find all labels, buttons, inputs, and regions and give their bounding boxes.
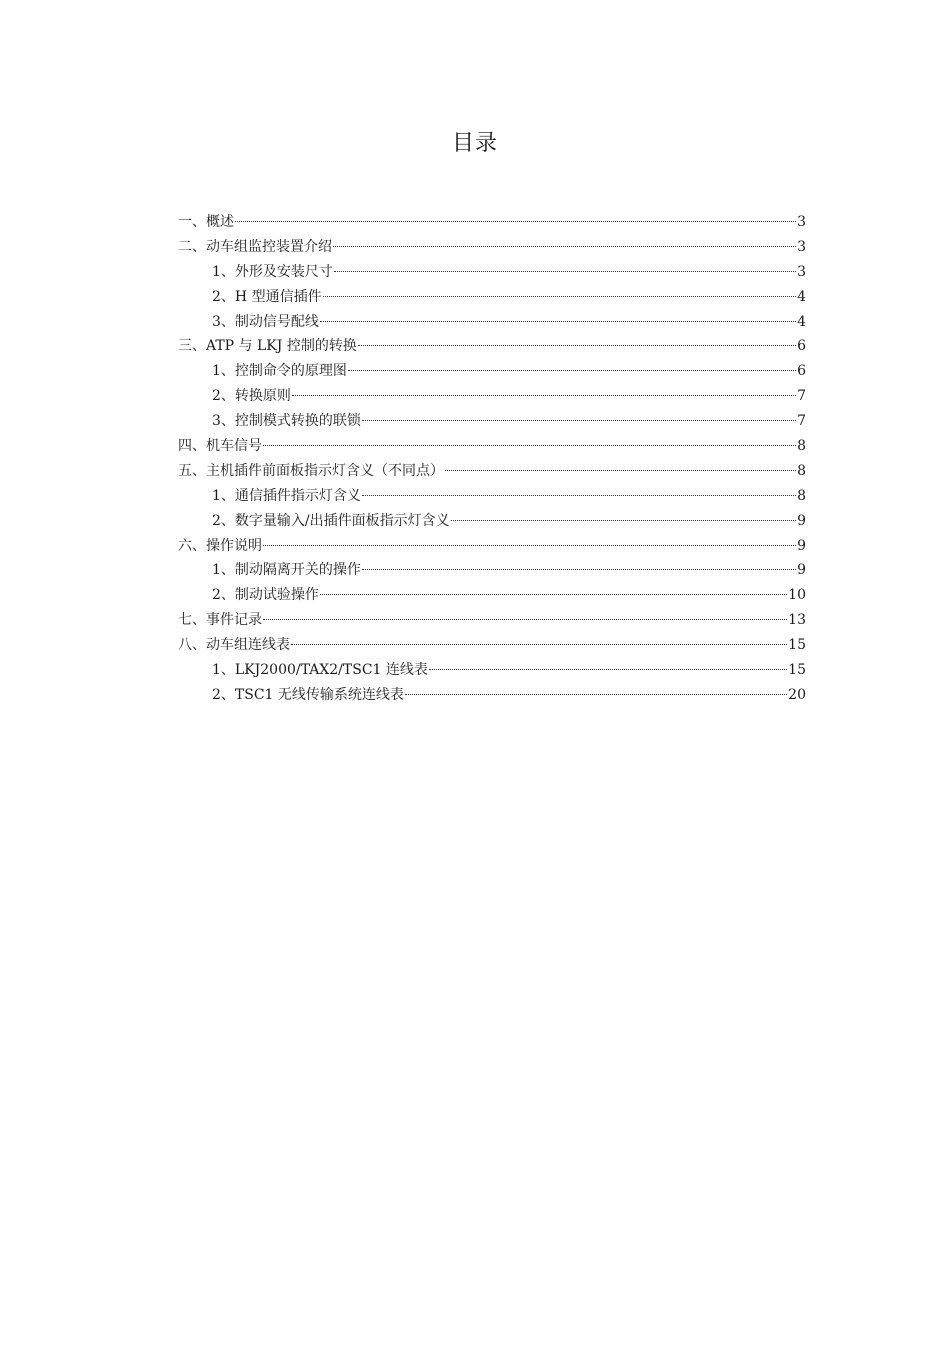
toc-entry[interactable] <box>178 359 806 384</box>
toc-entry-label: 八、动车组连线表 <box>178 637 290 654</box>
toc-entry-label: 三、ATP 与 LKJ 控制的转换 <box>178 338 357 355</box>
toc-dot-leader <box>263 619 787 620</box>
toc-entry-page-number: 10 <box>788 587 806 604</box>
toc-entry-label: 2、H 型通信插件 <box>212 288 322 305</box>
toc-dot-leader <box>451 520 796 521</box>
toc-dot-leader <box>320 321 796 322</box>
toc-entry-label: 1、通信插件指示灯含义 <box>212 487 361 504</box>
toc-entry[interactable] <box>178 260 806 285</box>
toc-entry[interactable] <box>178 210 806 235</box>
toc-entry[interactable] <box>178 459 806 484</box>
toc-entry-page-number: 8 <box>797 487 806 504</box>
toc-entry[interactable] <box>178 484 806 509</box>
toc-entry-label: 2、数字量输入/出插件面板指示灯含义 <box>212 512 450 529</box>
toc-entry-label: 3、控制模式转换的联锁 <box>212 413 361 430</box>
toc-entry[interactable] <box>178 409 806 434</box>
toc-entry[interactable] <box>178 310 806 335</box>
toc-entry[interactable] <box>178 384 806 409</box>
toc-dot-leader <box>320 594 787 595</box>
table-of-contents <box>178 210 806 708</box>
toc-dot-leader <box>358 345 796 346</box>
toc-entry-page-number: 3 <box>797 263 806 280</box>
toc-entry-label: 六、操作说明 <box>178 537 262 554</box>
toc-entry[interactable] <box>178 285 806 310</box>
toc-entry[interactable] <box>178 658 806 683</box>
toc-dot-leader <box>362 420 796 421</box>
toc-entry[interactable] <box>178 558 806 583</box>
toc-entry-label: 四、机车信号 <box>178 438 262 455</box>
toc-entry[interactable] <box>178 534 806 559</box>
toc-entry-label: 1、控制命令的原理图 <box>212 363 347 380</box>
toc-dot-leader <box>292 395 796 396</box>
toc-entry[interactable] <box>178 434 806 459</box>
toc-entry-page-number: 8 <box>797 462 806 479</box>
toc-entry-label: 一、概述 <box>178 214 234 230</box>
toc-entry-page-number: 9 <box>797 562 806 579</box>
toc-entry-page-number: 15 <box>788 637 806 654</box>
toc-dot-leader <box>334 271 796 272</box>
toc-dot-leader <box>263 545 796 546</box>
toc-entry-page-number: 3 <box>797 238 806 255</box>
toc-dot-leader <box>348 370 796 371</box>
toc-entry-label: 1、外形及安装尺寸 <box>212 263 333 280</box>
toc-dot-leader <box>263 445 796 446</box>
toc-entry-page-number: 13 <box>788 612 806 629</box>
toc-entry[interactable] <box>178 683 806 708</box>
toc-entry-label: 1、制动隔离开关的操作 <box>212 562 361 579</box>
toc-entry-page-number: 9 <box>797 537 806 554</box>
toc-entry-label: 2、TSC1 无线传输系统连线表 <box>212 686 404 703</box>
toc-entry-page-number: 9 <box>797 512 806 529</box>
toc-entry-label: 3、制动信号配线 <box>212 313 319 330</box>
toc-dot-leader <box>333 246 796 247</box>
toc-entry-page-number: 7 <box>797 388 806 405</box>
toc-dot-leader <box>323 296 797 297</box>
toc-entry[interactable] <box>178 633 806 658</box>
toc-dot-leader <box>445 470 796 471</box>
toc-entry[interactable] <box>178 509 806 534</box>
toc-entry[interactable] <box>178 334 806 359</box>
toc-dot-leader <box>362 495 796 496</box>
toc-entry-page-number: 4 <box>797 288 806 305</box>
toc-entry[interactable] <box>178 235 806 260</box>
toc-entry-page-number: 20 <box>788 686 806 703</box>
toc-entry-label: 1、LKJ2000/TAX2/TSC1 连线表 <box>212 662 428 679</box>
toc-dot-leader <box>291 644 787 645</box>
toc-entry-label: 2、制动试验操作 <box>212 587 319 604</box>
toc-entry[interactable] <box>178 583 806 608</box>
toc-entry-label: 二、动车组监控装置介绍 <box>178 238 332 255</box>
toc-entry-page-number: 6 <box>797 363 806 380</box>
toc-dot-leader <box>362 569 796 570</box>
toc-entry-label: 七、事件记录 <box>178 612 262 629</box>
toc-entry-page-number: 4 <box>797 313 806 330</box>
toc-entry[interactable] <box>178 608 806 633</box>
toc-entry-page-number: 3 <box>797 214 806 230</box>
toc-entry-page-number: 15 <box>788 662 806 679</box>
toc-entry-page-number: 7 <box>797 413 806 430</box>
toc-entry-label: 五、主机插件前面板指示灯含义（不同点） <box>178 462 444 479</box>
page-title: 目录 <box>451 131 498 156</box>
toc-dot-leader <box>429 669 787 670</box>
toc-dot-leader <box>405 694 787 695</box>
toc-entry-page-number: 8 <box>797 438 806 455</box>
toc-dot-leader <box>235 221 796 222</box>
toc-entry-page-number: 6 <box>797 338 806 355</box>
toc-entry-label: 2、转换原则 <box>212 388 291 405</box>
